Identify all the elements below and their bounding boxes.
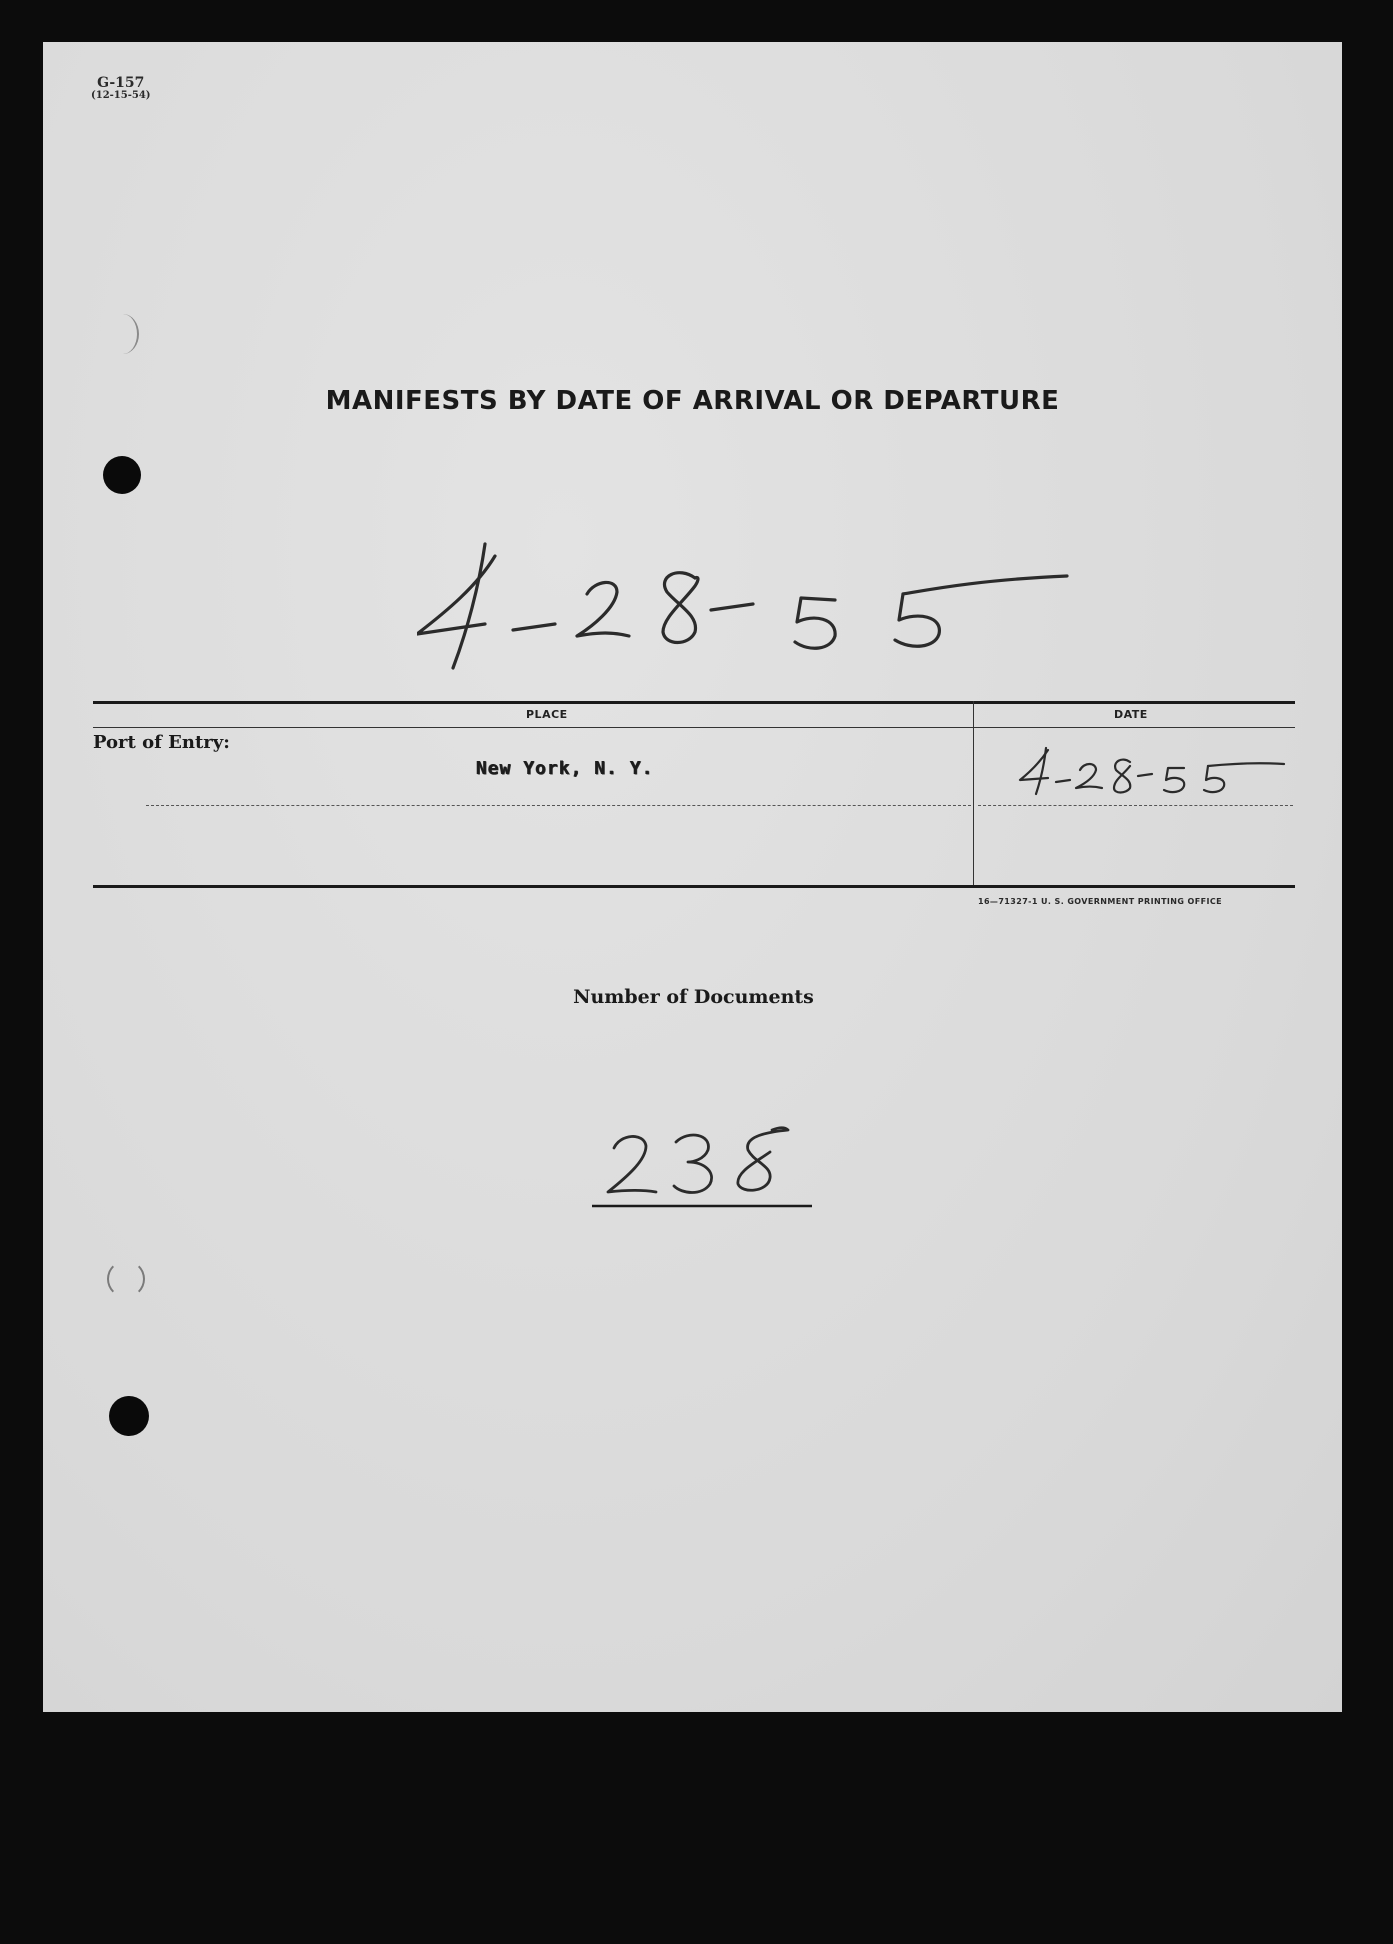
port-of-entry-value: New York, N. Y.	[476, 758, 654, 779]
number-of-documents-value	[592, 1122, 812, 1212]
form-number	[91, 76, 151, 101]
place-dotted-line	[146, 805, 971, 806]
port-of-entry-label: Port of Entry:	[93, 732, 230, 753]
entry-box-header-rule	[93, 727, 1295, 728]
place-column-header: PLACE	[526, 708, 568, 721]
number-of-documents-label-text: Number of Documents	[573, 986, 814, 1008]
form-sheet	[43, 42, 1342, 1712]
punch-hole-top	[103, 456, 141, 494]
number-of-documents-label	[43, 986, 1342, 1008]
punch-hole-faint-top	[107, 314, 139, 354]
form-revision: (12-15-54)	[91, 89, 151, 101]
entry-box-divider	[973, 701, 974, 885]
entry-box-bottom-rule	[93, 885, 1295, 888]
form-code: G-157	[97, 75, 145, 91]
date-column-header: DATE	[1114, 708, 1148, 721]
handwritten-date-small	[1018, 742, 1288, 812]
page-title: MANIFESTS BY DATE OF ARRIVAL OR DEPARTURE	[325, 386, 1060, 416]
entry-box-top-rule	[93, 701, 1295, 704]
handwritten-date-large	[417, 536, 1097, 696]
punch-hole-bottom	[109, 1396, 149, 1436]
punch-hole-faint-bottom	[107, 1260, 145, 1298]
printer-imprint: 16—71327-1 U. S. GOVERNMENT PRINTING OFFICE	[978, 897, 1222, 906]
